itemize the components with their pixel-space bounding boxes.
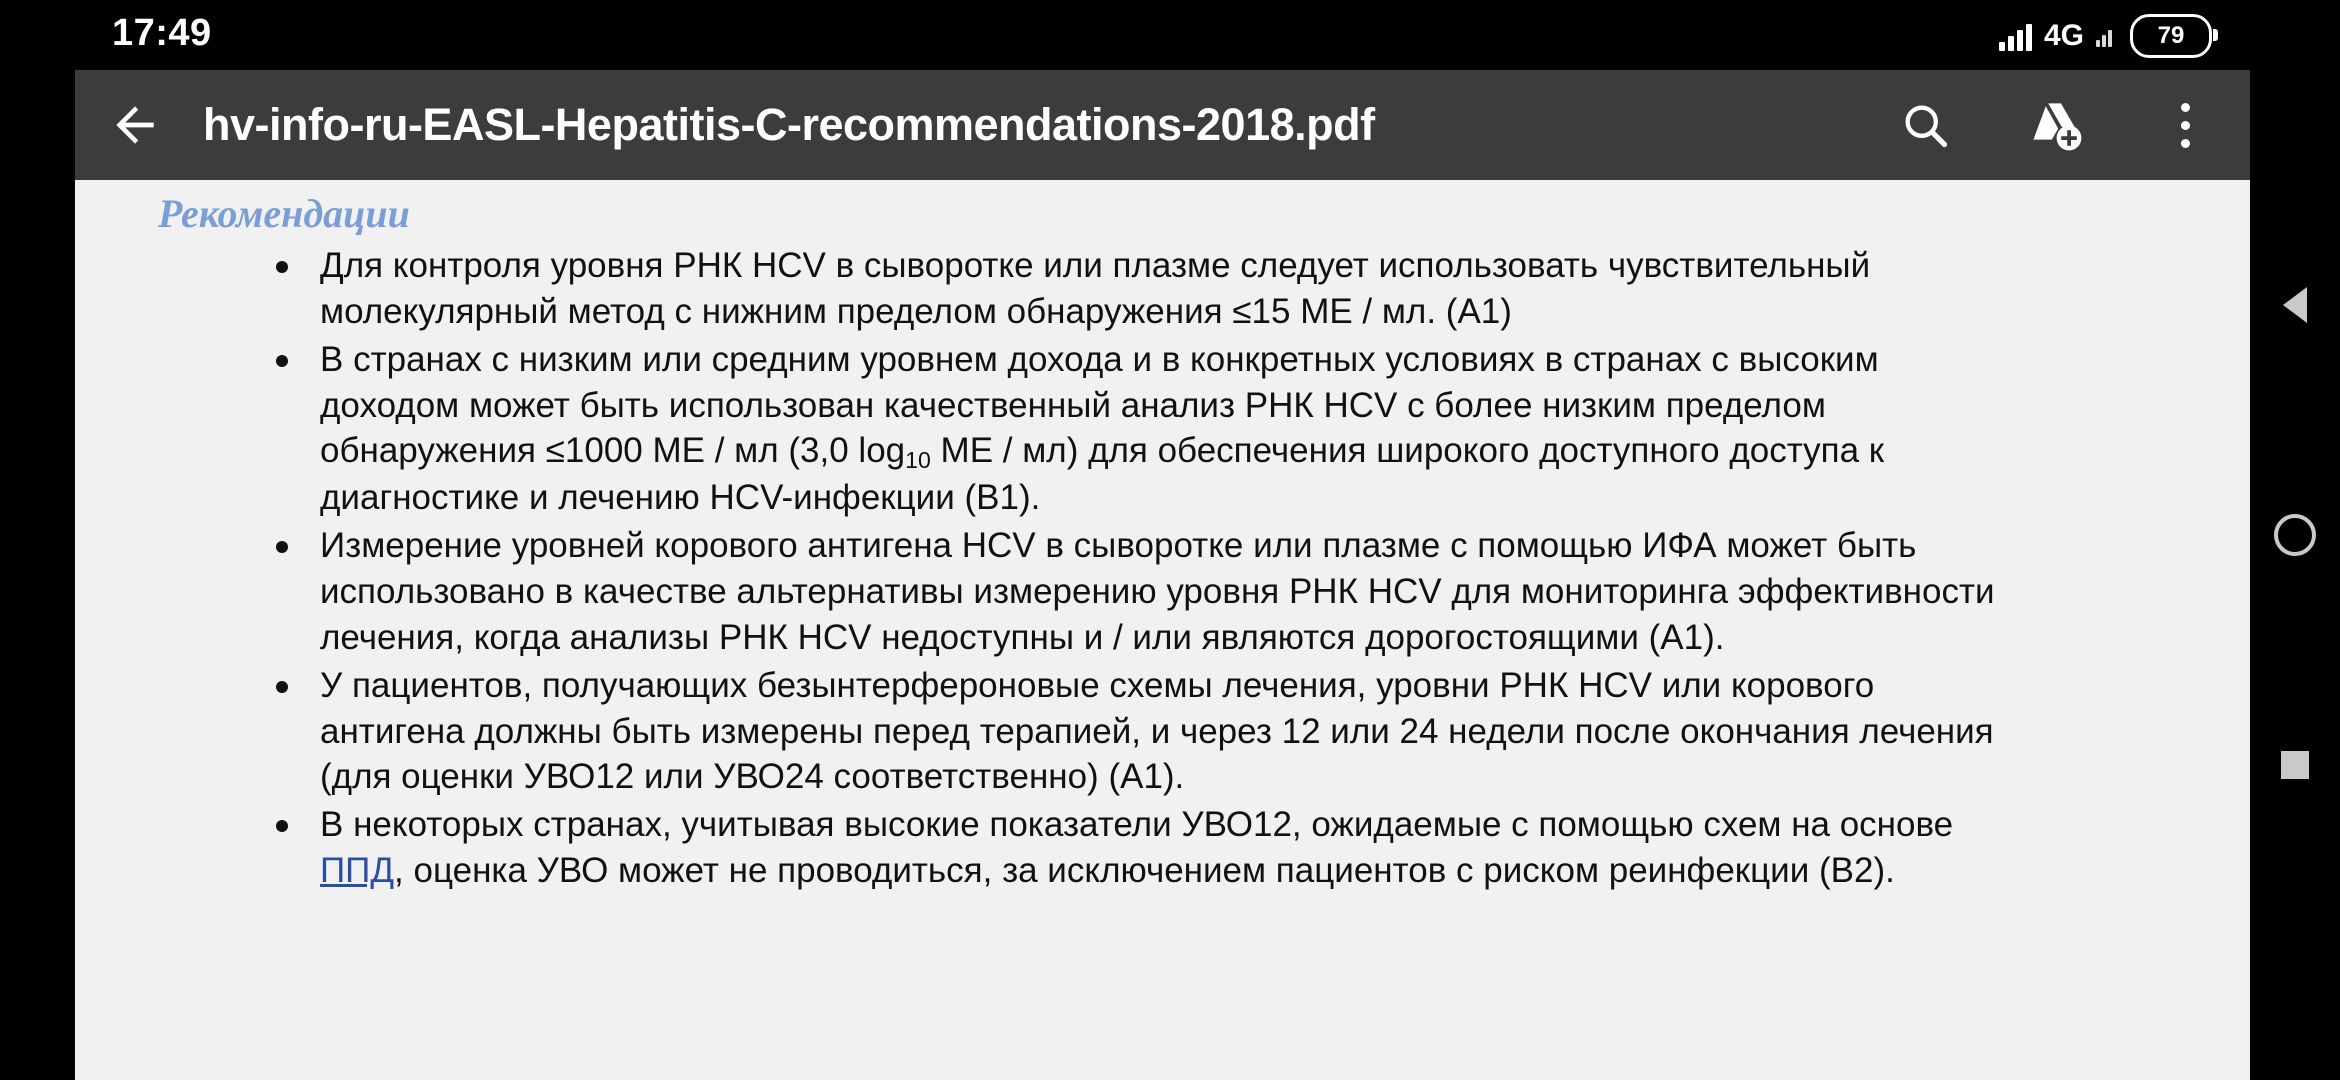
system-navigation-bar	[2250, 70, 2340, 1080]
status-clock: 17:49	[112, 12, 212, 54]
section-heading: Рекомендации	[158, 191, 410, 236]
list-item	[268, 663, 2002, 801]
overflow-menu-icon	[2181, 103, 2190, 148]
inline-link[interactable]: ППД	[320, 851, 395, 891]
list-item-text: У пациентов, получающих безынтерфероновые схемы лечения, уровни РНК HCV или корового антигена должны быть измерены перед терапией, и через 12 или 24 недели после окончания лечения (для оценки УВО12 или УВО24 соответственно) (А1).	[320, 665, 1994, 797]
nav-back-icon	[2283, 287, 2307, 323]
status-indicators	[1999, 14, 2212, 58]
nav-home-icon	[2274, 514, 2316, 556]
nav-recents-icon	[2281, 751, 2309, 779]
battery-level-label: 79	[2157, 22, 2185, 49]
recommendations-list	[150, 243, 2040, 894]
network-type-label: 4G	[2043, 19, 2084, 52]
list-item-text: Для контроля уровня РНК HCV в сыворотке или плазме следует использовать чувствительный молекулярный метод с нижним пределом обнаружения ≤15 МЕ / мл. (А1)	[320, 246, 1871, 331]
nav-back-button[interactable]	[2250, 260, 2340, 350]
list-item-text: , оценка УВО может не проводиться, за исключением пациентов с риском реинфекции (В2).	[394, 851, 1895, 891]
app-bar	[75, 70, 2250, 180]
search-icon	[1899, 99, 1951, 151]
arrow-left-icon	[107, 97, 163, 153]
list-item-text: МЕ / мл) для обеспечения широкого доступного доступа к диагностике и лечению HCV-инфекции (В1).	[320, 431, 1885, 518]
document-title: hv-info-ru-EASL-Hepatitis-C-recommendations-2018.pdf	[203, 99, 1375, 150]
battery-icon	[2130, 14, 2212, 58]
left-gutter	[0, 70, 75, 1080]
nav-home-button[interactable]	[2250, 490, 2340, 580]
add-to-drive-icon	[2027, 97, 2083, 153]
back-button[interactable]	[75, 97, 195, 153]
list-item	[268, 337, 2002, 522]
signal-bars-icon	[1999, 21, 2032, 51]
nav-recents-button[interactable]	[2250, 720, 2340, 810]
search-button[interactable]	[1860, 99, 1990, 151]
subscript-text: 10	[905, 447, 931, 474]
list-item	[268, 802, 2002, 894]
list-item	[268, 243, 2002, 335]
add-to-drive-button[interactable]	[1990, 97, 2120, 153]
list-item	[268, 523, 2002, 661]
status-bar	[0, 0, 2340, 70]
overflow-menu-button[interactable]	[2120, 103, 2250, 148]
document-content	[150, 180, 2040, 1010]
signal-bars-secondary-icon	[2096, 25, 2112, 47]
list-item-text: Измерение уровней корового антигена HCV в сыворотке или плазме с помощью ИФА может быть использовано в качестве альтернативы измерению уровня РНК HCV для мониторинга эффективности лечения, когда анализы РНК HCV недоступны и / или являются дорогостоящими (А1).	[320, 526, 1995, 657]
list-item-text: В некоторых странах, учитывая высокие показатели УВО12, ожидаемые с помощью схем на основе	[320, 805, 1954, 845]
list-item-text: В странах с низким или средним уровнем дохода и в конкретных условиях в странах с высоким доходом может быть использован качественный анализ РНК HCV с более низким пределом обнаружения ≤1000 МЕ / мл (3,0 log	[320, 339, 1879, 471]
